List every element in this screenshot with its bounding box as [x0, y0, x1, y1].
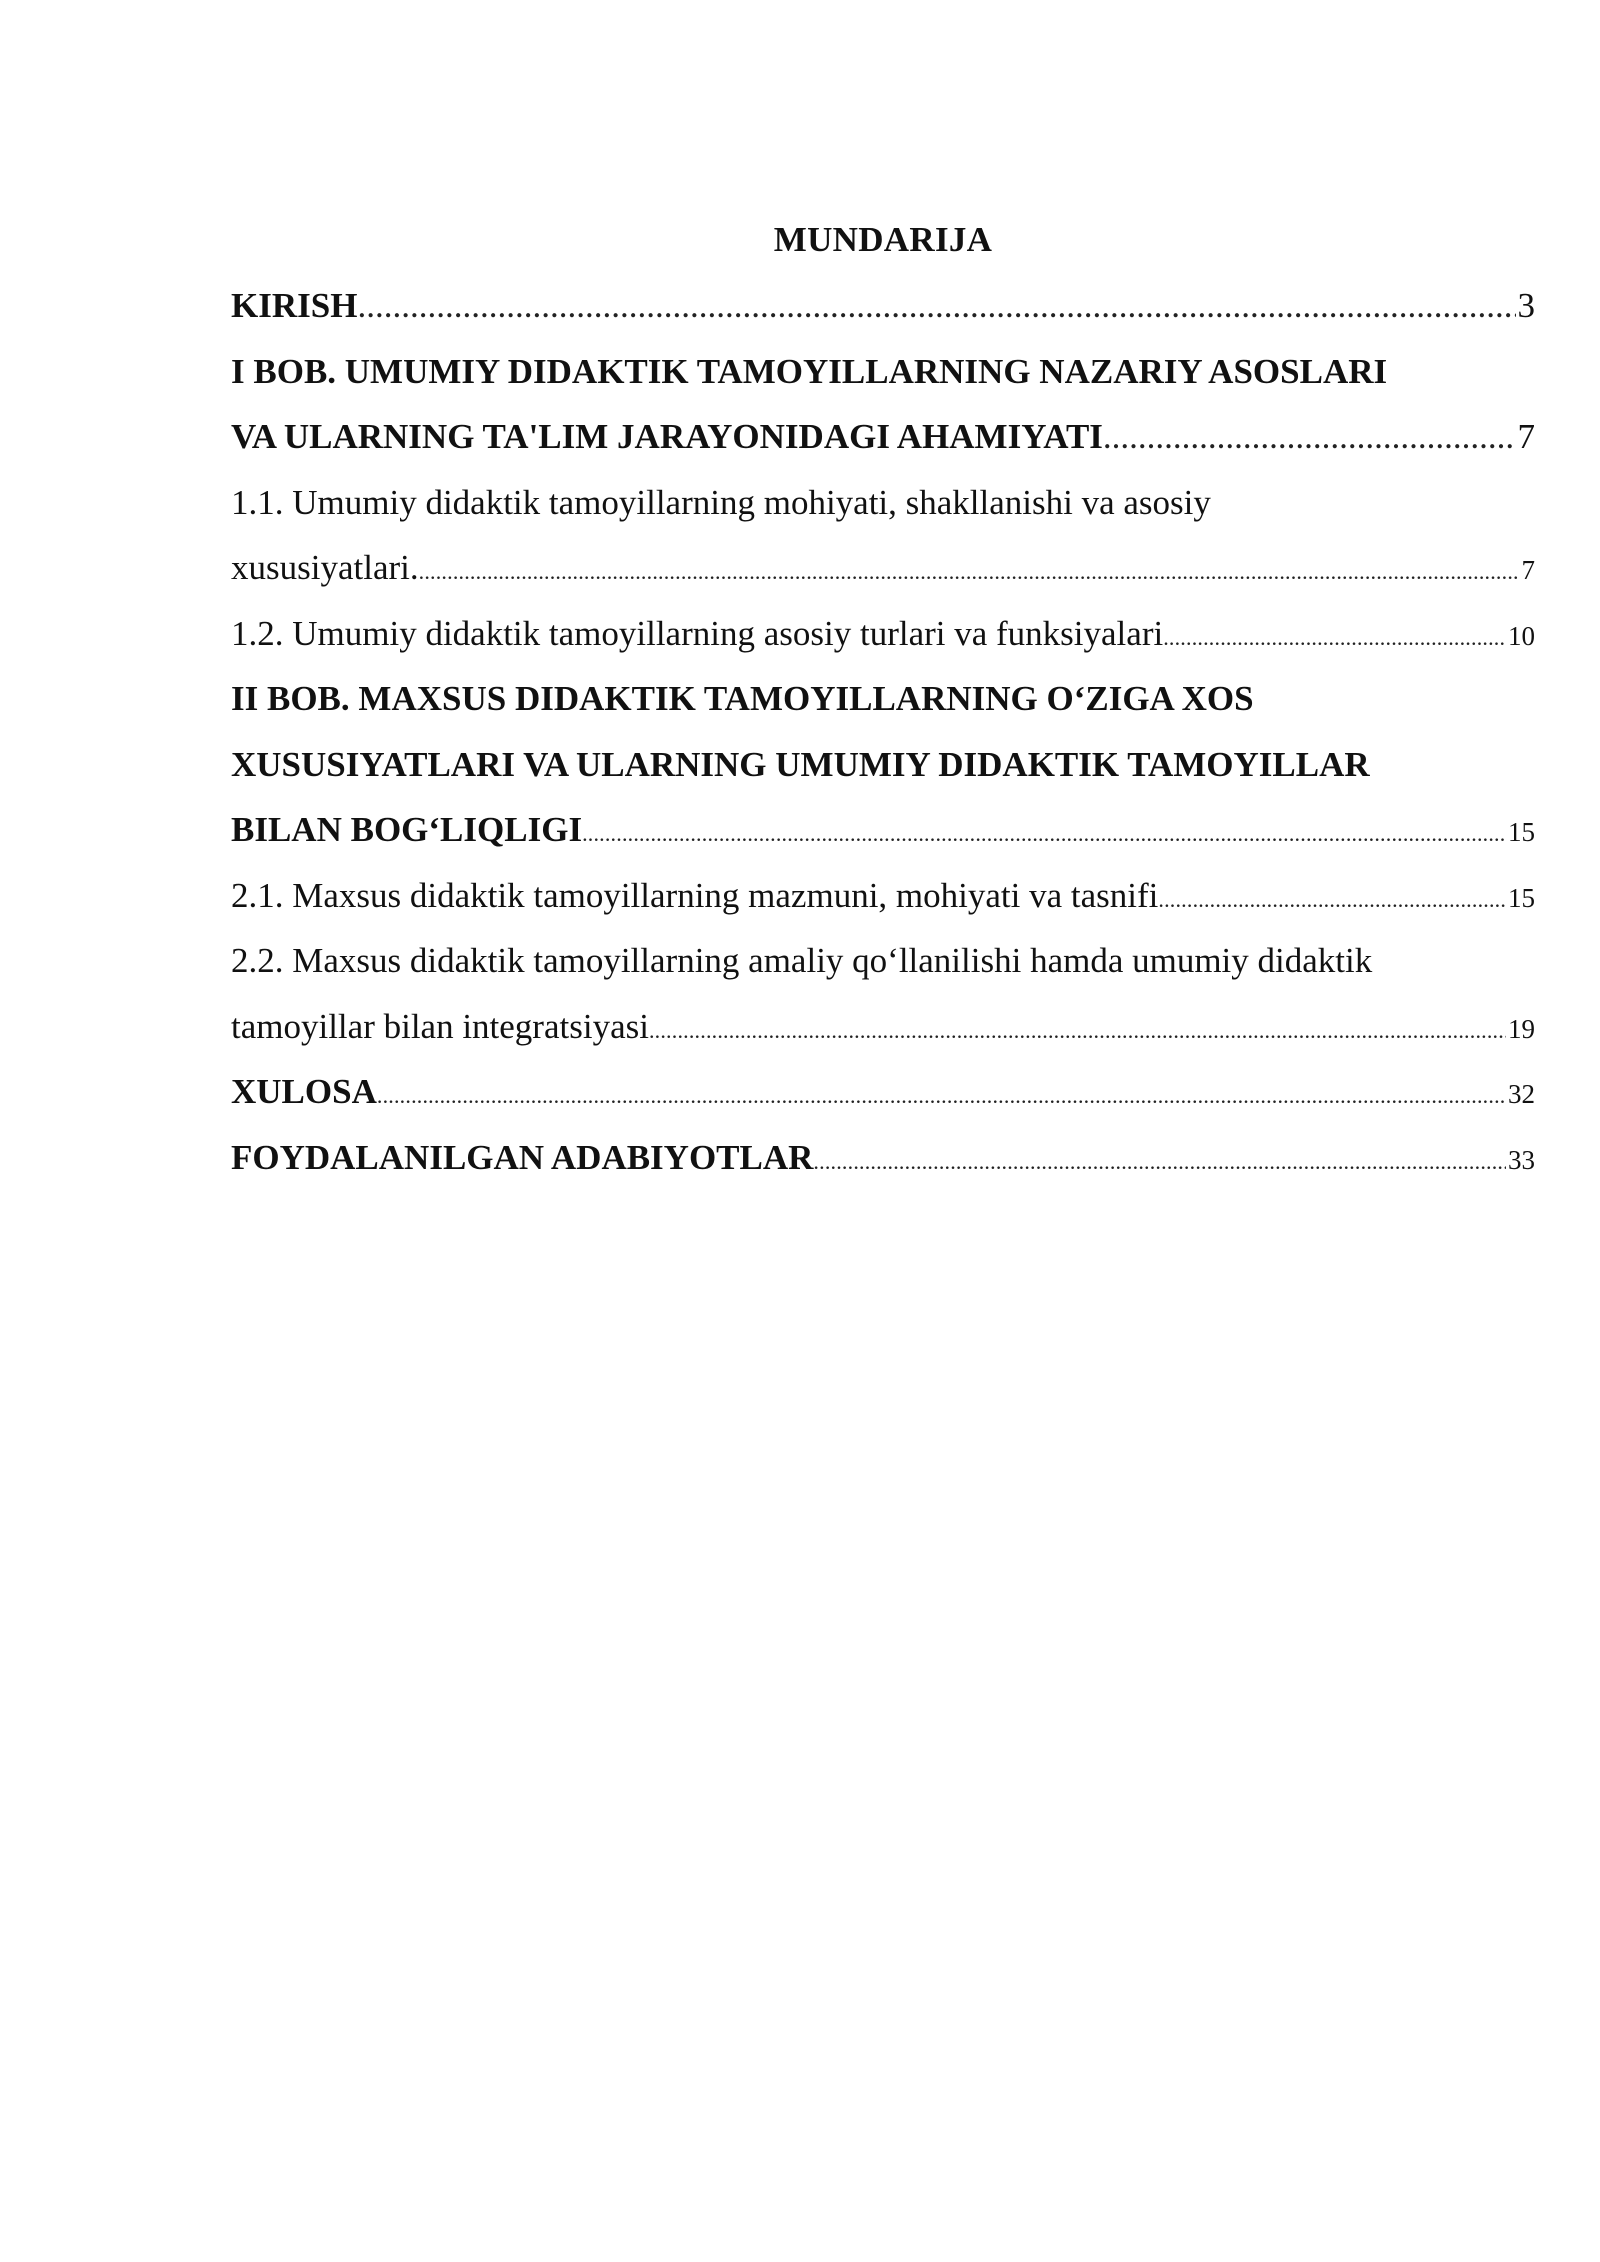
toc-entry-section-2-2[interactable] [231, 928, 1535, 994]
toc-entry-chapter-2-line-2[interactable] [231, 732, 1535, 798]
toc-entry-section-1-1[interactable] [231, 470, 1535, 536]
dot-leader [1163, 605, 1506, 667]
dot-leader [377, 1063, 1506, 1125]
toc-entry-text: II BOB. MAXSUS DIDAKTIK TAMOYILLARNING O‘ZIGA XOS [231, 679, 1254, 718]
toc-entry-xulosa[interactable] [231, 1059, 1535, 1125]
toc-entry-text: 1.2. Umumiy didaktik tamoyillarning asosiy turlari va funksiyalari [231, 613, 1164, 653]
toc-page-number: 15 [1508, 882, 1535, 913]
dot-leader [1103, 404, 1516, 470]
toc-entry-kirish[interactable] [231, 273, 1535, 339]
dot-leader [649, 998, 1506, 1060]
toc-entry-chapter-1-continuation[interactable] [231, 404, 1535, 470]
toc-page-number: 7 [1521, 555, 1535, 585]
toc-title: MUNDARIJA [773, 220, 993, 259]
toc-entry-text: VA ULARNING TA'LIM JARAYONIDAGI AHAMIYATI [231, 417, 1103, 456]
toc-entry-text: FOYDALANILGAN ADABIYOTLAR [231, 1137, 814, 1177]
toc-entry-section-2-1[interactable] [231, 863, 1535, 929]
toc-entry-text: 1.1. Umumiy didaktik tamoyillarning mohiyati, shakllanishi va asosiy [231, 482, 1211, 522]
toc-entry-chapter-2[interactable] [231, 666, 1535, 732]
dot-leader [813, 1129, 1506, 1191]
dot-leader [582, 801, 1506, 863]
toc-entry-text: xususiyatlari. [231, 548, 419, 587]
toc-page-number: 7 [1517, 417, 1535, 456]
toc-entry-text: 2.2. Maxsus didaktik tamoyillarning amaliy qo‘llanilishi hamda umumiy didaktik [231, 941, 1373, 980]
toc-entry-text: KIRISH [231, 286, 358, 325]
table-of-contents [231, 207, 1535, 1190]
toc-entry-text: tamoyillar bilan integratsiyasi [231, 1006, 649, 1046]
toc-entry-section-1-2[interactable] [231, 601, 1535, 667]
toc-entry-section-2-2-continuation[interactable] [231, 994, 1535, 1060]
toc-entry-text: BILAN BOG‘LIQLIGI [231, 810, 583, 849]
toc-entry-text: I BOB. UMUMIY DIDAKTIK TAMOYILLARNING NAZARIY ASOSLARI [231, 351, 1388, 391]
toc-entry-text: 2.1. Maxsus didaktik tamoyillarning mazmuni, mohiyati va tasnifi [231, 875, 1159, 915]
toc-page-number: 3 [1517, 286, 1535, 325]
toc-entry-text: XUSUSIYATLARI VA ULARNING UMUMIY DIDAKTIK TAMOYILLAR [231, 744, 1370, 784]
toc-entry-chapter-2-continuation[interactable] [231, 797, 1535, 863]
dot-leader [419, 539, 1520, 601]
toc-entry-references[interactable] [231, 1125, 1535, 1191]
toc-page-number: 15 [1508, 817, 1535, 847]
toc-entry-text: XULOSA [231, 1072, 377, 1111]
toc-entry-chapter-1[interactable] [231, 339, 1535, 405]
toc-entry-section-1-1-continuation[interactable] [231, 535, 1535, 601]
dot-leader [357, 273, 1515, 339]
toc-page-number: 19 [1508, 1013, 1535, 1044]
toc-page-number: 33 [1508, 1144, 1535, 1175]
dot-leader [1158, 867, 1506, 929]
toc-page-number: 10 [1508, 620, 1535, 651]
toc-page-number: 32 [1508, 1079, 1535, 1109]
